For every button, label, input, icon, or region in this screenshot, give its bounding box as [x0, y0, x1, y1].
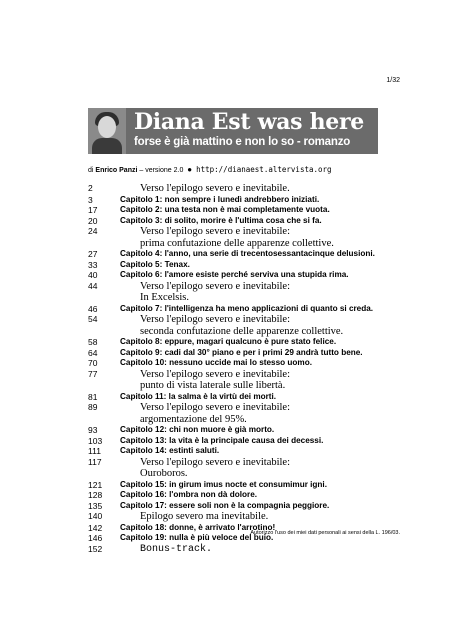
toc-chapter-title: Capitolo 7: l'intelligenza ha meno applicazioni di quanto si creda. [120, 303, 374, 313]
toc-chapter-title: Capitolo 13: la vita è la principale causa dei decessi. [120, 435, 324, 445]
toc-row[interactable] [88, 281, 388, 304]
toc-epilogue-title [120, 281, 290, 304]
toc-chapter-title: Capitolo 4: l'anno, una serie di trecentosessantacinque delusioni. [120, 249, 375, 258]
toc-row[interactable] [88, 249, 388, 260]
toc-page-number: 140 [88, 511, 103, 521]
toc-row[interactable] [88, 402, 388, 425]
table-of-contents [88, 183, 388, 555]
toc-epilogue-line: Ouroboros. [140, 468, 188, 479]
toc-row[interactable] [88, 392, 388, 403]
toc-epilogue-line: Verso l'epilogo severo e inevitabile: [140, 314, 291, 325]
toc-page-number: 152 [88, 543, 103, 554]
toc-row[interactable] [88, 480, 388, 491]
toc-epilogue-title [120, 314, 343, 337]
toc-row[interactable] [88, 457, 388, 480]
toc-row[interactable] [88, 358, 388, 369]
toc-page-number: 93 [88, 425, 98, 435]
byline-prefix: di [88, 167, 96, 174]
toc-page-number: 33 [88, 259, 98, 270]
toc-page-number: 111 [88, 446, 101, 456]
toc-row[interactable] [88, 337, 388, 348]
toc-chapter-title: Capitolo 2: una testa non è mai completamente vuota. [120, 205, 330, 214]
toc-row[interactable] [88, 446, 388, 457]
toc-epilogue-line: In Excelsis. [140, 292, 189, 303]
toc-chapter-title: Capitolo 14: estinti saluti. [120, 446, 220, 455]
book-title: Diana Est was here [134, 109, 364, 135]
toc-page-number: 54 [88, 314, 98, 324]
toc-page-number: 64 [88, 347, 98, 358]
toc-row[interactable] [88, 195, 388, 206]
toc-page-number: 70 [88, 358, 98, 368]
toc-epilogue-line: prima confutazione delle apparenze collettive. [140, 237, 334, 249]
toc-row[interactable] [88, 490, 388, 501]
toc-row[interactable] [88, 369, 388, 392]
toc-epilogue-title [120, 226, 334, 249]
toc-row[interactable] [88, 544, 388, 556]
page-number: 1/32 [386, 77, 400, 84]
toc-page-number: 58 [88, 337, 98, 347]
toc-page-number: 46 [88, 303, 98, 314]
toc-chapter-title: Capitolo 16: l'ombra non dà dolore. [120, 490, 258, 499]
toc-row[interactable] [88, 425, 388, 436]
toc-chapter-title: Capitolo 6: l'amore esiste perché serviva una stupida rima. [120, 270, 349, 279]
toc-page-number: 103 [88, 435, 103, 446]
toc-row[interactable] [88, 183, 388, 195]
toc-page-number: 24 [88, 226, 98, 236]
title-banner [88, 108, 378, 154]
toc-row[interactable] [88, 314, 388, 337]
toc-page-number: 81 [88, 391, 98, 402]
toc-row[interactable] [88, 260, 388, 271]
toc-row[interactable] [88, 511, 388, 523]
toc-chapter-title: Capitolo 10: nessuno uccide mai lo stesso uomo. [120, 358, 312, 367]
toc-row[interactable] [88, 348, 388, 359]
toc-row[interactable] [88, 216, 388, 227]
toc-chapter-title: Capitolo 18: donne, è arrivato l'arrotino! [120, 522, 276, 532]
toc-epilogue-line: Verso l'epilogo severo e inevitabile: [140, 226, 291, 237]
toc-chapter-title: Capitolo 15: in girum imus nocte et consumimur igni. [120, 479, 327, 489]
bullet-icon: ● [187, 165, 193, 174]
toc-row[interactable] [88, 205, 388, 216]
toc-row[interactable] [88, 270, 388, 281]
toc-row[interactable] [88, 304, 388, 315]
toc-epilogue-title [120, 402, 290, 425]
toc-page-number: 27 [88, 249, 98, 259]
toc-chapter-title: Capitolo 12: chi non muore è già morto. [120, 425, 275, 434]
byline [88, 165, 332, 174]
toc-epilogue-line: Epilogo severo ma inevitabile. [140, 511, 269, 522]
author-photo [88, 108, 126, 154]
toc-page-number: 17 [88, 205, 98, 215]
toc-row[interactable] [88, 501, 388, 512]
website-link[interactable]: http://dianaest.altervista.org [196, 165, 332, 174]
toc-bonus-title: Bonus-track. [140, 543, 213, 555]
toc-page-number: 142 [88, 522, 103, 533]
toc-page-number: 77 [88, 368, 98, 379]
version-text: – versione 2.0 [137, 167, 186, 174]
toc-chapter-title: Capitolo 5: Tenax. [120, 259, 190, 269]
toc-page-number: 135 [88, 500, 103, 511]
toc-epilogue-title [120, 369, 290, 392]
toc-page-number: 117 [88, 456, 102, 467]
toc-page-number: 44 [88, 280, 98, 291]
toc-chapter-title: Capitolo 17: essere soli non è la compagnia peggiore. [120, 500, 330, 510]
toc-chapter-title: Capitolo 3: di solito, morire è l'ultima cosa che si fa. [120, 215, 322, 225]
toc-page-number: 128 [88, 490, 103, 500]
toc-row[interactable] [88, 226, 388, 249]
toc-epilogue-line: punto di vista laterale sulle libertà. [140, 380, 286, 391]
toc-epilogue-title [120, 183, 290, 195]
toc-chapter-title: Capitolo 9: cadi dal 30° piano e per i primi 29 andrà tutto bene. [120, 347, 363, 357]
toc-page-number: 20 [88, 215, 98, 226]
toc-page-number: 146 [88, 533, 103, 543]
book-subtitle: forse è già mattino e non lo so - romanzo [134, 136, 351, 148]
toc-chapter-title: Capitolo 8: eppure, magari qualcuno è pure stato felice. [120, 337, 337, 346]
toc-epilogue-title [120, 457, 290, 480]
toc-page-number: 3 [88, 194, 93, 205]
author-name: Enrico Panzi [95, 167, 138, 174]
toc-epilogue-line: Verso l'epilogo severo e inevitabile: [140, 368, 291, 380]
toc-chapter-title: Capitolo 11: la salma è la virtù dei morti. [120, 391, 277, 401]
toc-epilogue-line: argomentazione del 95%. [140, 413, 247, 425]
toc-epilogue-title [120, 511, 268, 523]
toc-epilogue-line: Verso l'epilogo severo e inevitabile: [140, 402, 291, 413]
toc-row[interactable] [88, 436, 388, 447]
toc-epilogue-line: Verso l'epilogo severo e inevitabile. [140, 183, 290, 194]
toc-epilogue-line: seconda confutazione delle apparenze collettive. [140, 325, 344, 337]
toc-page-number: 2 [88, 183, 93, 193]
toc-epilogue-line: Verso l'epilogo severo e inevitabile: [140, 456, 291, 468]
toc-page-number: 40 [88, 270, 98, 280]
toc-page-number: 121 [88, 479, 103, 490]
toc-epilogue-line: Verso l'epilogo severo e inevitabile: [140, 280, 291, 292]
toc-page-number: 89 [88, 402, 98, 412]
toc-chapter-title: Capitolo 1: non sempre i lunedì andrebbero iniziati. [120, 194, 320, 204]
privacy-footnote: Autorizzo l'uso dei miei dati personali ai sensi della L. 196/03. [250, 530, 400, 536]
toc-chapter-title: Capitolo 19: nulla è più veloce del buio. [120, 533, 274, 542]
